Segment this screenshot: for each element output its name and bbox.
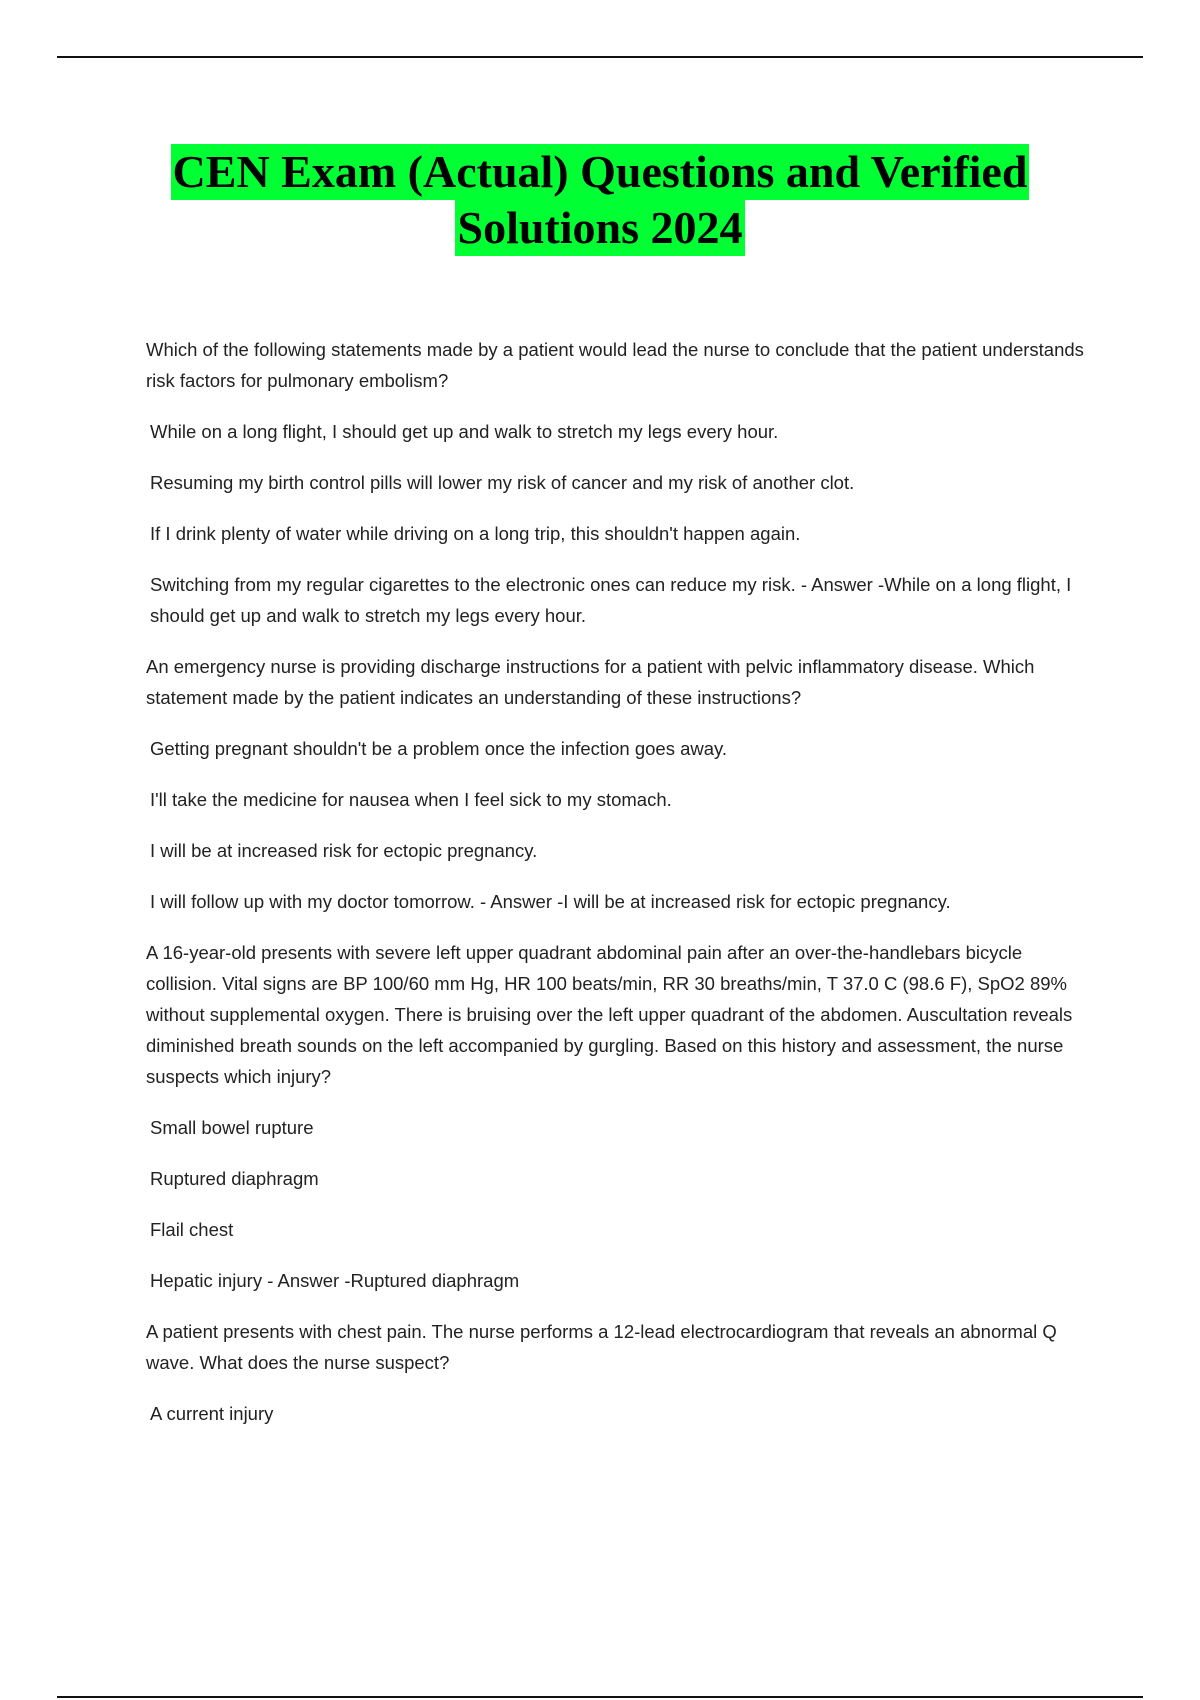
- question-text: A patient presents with chest pain. The nurse performs a 12-lead electrocardiogram that reveals an abnormal Q wave. What does the nurse suspect?: [146, 1321, 1057, 1373]
- document-title: [0, 144, 1200, 256]
- title-line-1: CEN Exam (Actual) Questions and Verified: [171, 144, 1030, 200]
- answer-option: Flail chest: [150, 1219, 234, 1240]
- answer-option: Resuming my birth control pills will lower my risk of cancer and my risk of another clot.: [150, 472, 855, 493]
- answer-option: I will follow up with my doctor tomorrow. - Answer -I will be at increased risk for ectopic pregnancy.: [150, 891, 951, 912]
- answer-option: I will be at increased risk for ectopic pregnancy.: [150, 840, 538, 861]
- answer-option: Small bowel rupture: [150, 1117, 314, 1138]
- bottom-divider: [57, 1696, 1143, 1698]
- top-divider: [57, 56, 1143, 58]
- answer-option: While on a long flight, I should get up and walk to stretch my legs every hour.: [150, 421, 779, 442]
- answer-option: Ruptured diaphragm: [150, 1168, 319, 1189]
- answer-option: Switching from my regular cigarettes to the electronic ones can reduce my risk. - Answer -While on a long flight, I should get up and walk to stretch my legs every hour.: [150, 574, 1072, 626]
- question-text: An emergency nurse is providing discharge instructions for a patient with pelvic inflammatory disease. Which statement made by the patient indicates an understanding of these instructions?: [146, 656, 1035, 708]
- answer-option: A current injury: [150, 1403, 274, 1424]
- title-line-2: Solutions 2024: [455, 200, 744, 256]
- answer-option: If I drink plenty of water while driving on a long trip, this shouldn't happen again.: [150, 523, 801, 544]
- answer-option: Getting pregnant shouldn't be a problem once the infection goes away.: [150, 738, 728, 759]
- question-text: A 16-year-old presents with severe left upper quadrant abdominal pain after an over-the-handlebars bicycle collision. Vital signs are BP 100/60 mm Hg, HR 100 beats/min, RR 30 breaths/min, T 37.0 C (98.6 F), SpO2 89% without supplemental oxygen. There is bruising over the left upper quadrant of the abdomen. Auscultation reveals diminished breath sounds on the left accompanied by gurgling. Based on this history and assessment, the nurse suspects which injury?: [146, 942, 1073, 1087]
- answer-option: I'll take the medicine for nausea when I feel sick to my stomach.: [150, 789, 672, 810]
- document-body: [146, 334, 1094, 1449]
- question-text: Which of the following statements made by a patient would lead the nurse to conclude that the patient understands risk factors for pulmonary embolism?: [146, 339, 1084, 391]
- answer-option: Hepatic injury - Answer -Ruptured diaphragm: [150, 1270, 520, 1291]
